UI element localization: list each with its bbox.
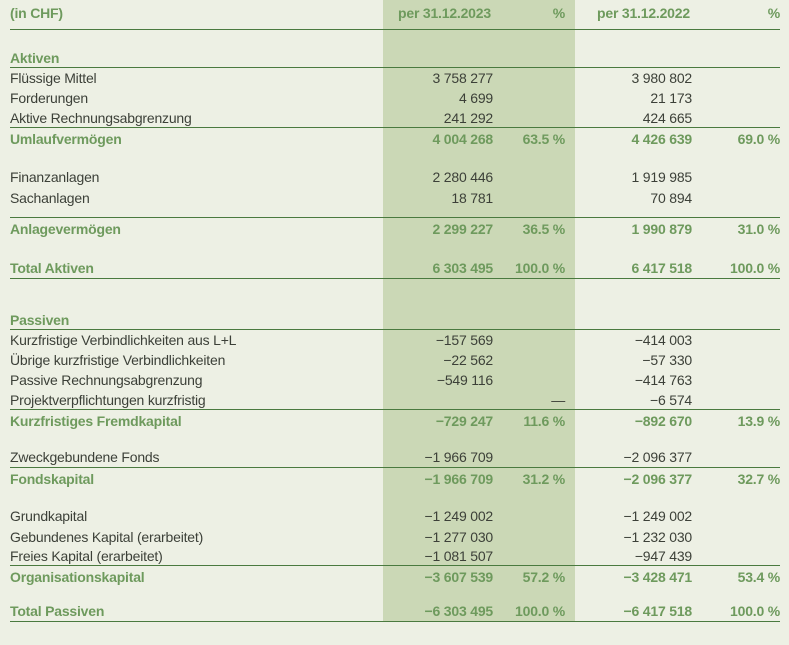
value-2022: 6 417 518 xyxy=(631,260,692,276)
table-row xyxy=(10,128,780,149)
percent-2022 xyxy=(692,370,780,390)
row-label: Kurzfristiges Fremdkapital xyxy=(10,412,182,429)
percent-2022: 32.7 % xyxy=(737,470,780,487)
value-2023: 3 758 277 xyxy=(432,70,493,86)
percent-2023 xyxy=(493,447,575,467)
value-2023: −3 607 539 xyxy=(424,568,493,585)
row-label: Anlagevermögen xyxy=(10,220,121,237)
value-2022: −892 670 xyxy=(634,412,692,429)
table-row xyxy=(10,330,780,350)
spacer-row xyxy=(10,239,780,258)
value-2023 xyxy=(383,390,493,409)
value-2023: −1 966 709 xyxy=(424,470,493,487)
value-2023: −22 562 xyxy=(443,352,493,368)
row-label: Organisationskapital xyxy=(10,568,145,585)
percent-2023 xyxy=(493,547,575,565)
value-2023: −729 247 xyxy=(435,412,493,429)
percent-2022 xyxy=(692,311,780,329)
spacer-row xyxy=(10,587,780,601)
table-row xyxy=(10,390,780,410)
row-label: Total Passiven xyxy=(10,603,105,619)
percent-2022 xyxy=(692,547,780,565)
table-row xyxy=(10,68,780,88)
spacer-row xyxy=(10,489,780,505)
value-2023: −1 249 002 xyxy=(424,507,493,524)
row-label: Aktiven xyxy=(10,50,60,66)
percent-2022 xyxy=(692,526,780,547)
value-2022: −414 003 xyxy=(634,332,692,348)
percent-2022: 100.0 % xyxy=(730,260,780,276)
table-row xyxy=(10,0,780,30)
percent-2023 xyxy=(493,108,575,127)
row-label: Umlaufvermögen xyxy=(10,130,122,147)
header-col-2022: per 31.12.2022 xyxy=(597,5,690,21)
value-2023: −157 569 xyxy=(435,332,493,348)
row-label: Passive Rechnungsabgrenzung xyxy=(10,372,203,388)
percent-2022: 13.9 % xyxy=(737,412,780,429)
row-label: Freies Kapital (erarbeitet) xyxy=(10,548,163,564)
value-2022: 424 665 xyxy=(642,109,692,126)
row-label: Zweckgebundene Fonds xyxy=(10,449,160,465)
row-label: Forderungen xyxy=(10,90,88,106)
spacer-row xyxy=(10,30,780,49)
percent-2022 xyxy=(692,88,780,108)
table-row xyxy=(10,505,780,526)
percent-2022: 31.0 % xyxy=(737,220,780,237)
table-row xyxy=(10,108,780,128)
value-2023: 241 292 xyxy=(443,109,493,126)
percent-2023 xyxy=(493,166,575,187)
percent-2022 xyxy=(692,49,780,67)
table-row xyxy=(10,410,780,431)
row-label: Sachanlagen xyxy=(10,189,90,206)
value-2022: 3 980 802 xyxy=(631,70,692,86)
row-label: Passiven xyxy=(10,312,70,328)
value-2022: −414 763 xyxy=(634,372,692,388)
row-label: Projektverpflichtungen kurzfristig xyxy=(10,391,206,408)
value-2022: −6 417 518 xyxy=(623,603,692,619)
percent-2022: 100.0 % xyxy=(730,603,780,619)
percent-2023 xyxy=(493,350,575,370)
percent-2023 xyxy=(493,187,575,208)
percent-2022 xyxy=(692,330,780,350)
percent-2023: 11.6 % xyxy=(523,412,565,429)
percent-2022 xyxy=(692,447,780,467)
value-2023: −1 277 030 xyxy=(424,528,493,545)
value-2023: 6 303 495 xyxy=(432,260,493,276)
table-row xyxy=(10,88,780,108)
header-pct-2023: % xyxy=(552,5,565,21)
spacer-row xyxy=(10,279,780,311)
value-2022: −6 574 xyxy=(649,391,692,408)
value-2023: 2 280 446 xyxy=(432,168,493,185)
percent-2023 xyxy=(493,526,575,547)
table-row xyxy=(10,566,780,587)
table-row xyxy=(10,49,780,68)
value-2022: −2 096 377 xyxy=(623,470,692,487)
table-row xyxy=(10,447,780,468)
row-label: Kurzfristige Verbindlichkeiten aus L+L xyxy=(10,332,237,348)
table-row xyxy=(10,218,780,239)
value-2022: −1 249 002 xyxy=(623,507,692,524)
value-2023: 4 004 268 xyxy=(432,130,493,147)
percent-2022 xyxy=(692,505,780,526)
table-row xyxy=(10,526,780,547)
percent-2023 xyxy=(493,505,575,526)
value-2022: −947 439 xyxy=(634,548,692,564)
header-pct-2022: % xyxy=(767,5,780,21)
spacer-row xyxy=(10,431,780,447)
percent-2023 xyxy=(493,88,575,108)
table-row xyxy=(10,166,780,187)
percent-2022 xyxy=(692,187,780,208)
percent-2022 xyxy=(692,108,780,127)
percent-2022 xyxy=(692,350,780,370)
percent-2022: 53.4 % xyxy=(737,568,780,585)
value-2023 xyxy=(383,49,493,67)
row-label: Flüssige Mittel xyxy=(10,70,97,86)
percent-2023: 57.2 % xyxy=(522,568,565,585)
table-row xyxy=(10,258,780,279)
row-label: Grundkapital xyxy=(10,507,87,524)
value-2022: 21 173 xyxy=(650,90,692,106)
value-2023 xyxy=(383,311,493,329)
row-label: Aktive Rechnungsabgrenzung xyxy=(10,109,192,126)
value-2022 xyxy=(575,311,692,329)
row-label: Gebundenes Kapital (erarbeitet) xyxy=(10,528,204,545)
value-2023: 18 781 xyxy=(451,189,493,206)
value-2022 xyxy=(575,49,692,67)
percent-2022 xyxy=(692,390,780,409)
value-2022: 70 894 xyxy=(650,189,692,206)
percent-2023: — xyxy=(551,391,565,408)
value-2023: −6 303 495 xyxy=(424,603,493,619)
percent-2023 xyxy=(493,311,575,329)
value-2022: −1 232 030 xyxy=(623,528,692,545)
percent-2023: 36.5 % xyxy=(522,220,565,237)
value-2022: 1 990 879 xyxy=(631,220,692,237)
percent-2023: 31.2 % xyxy=(522,470,565,487)
spacer-row xyxy=(10,149,780,166)
value-2023: 4 699 xyxy=(458,90,493,106)
table-row xyxy=(10,311,780,330)
value-2023: −1 966 709 xyxy=(424,449,493,465)
value-2022: −57 330 xyxy=(642,352,692,368)
table-row xyxy=(10,350,780,370)
value-2023: −549 116 xyxy=(436,372,493,388)
value-2022: 4 426 639 xyxy=(631,130,692,147)
value-2023: 2 299 227 xyxy=(432,220,493,237)
row-label: Übrige kurzfristige Verbindlichkeiten xyxy=(10,352,226,368)
table-row xyxy=(10,187,780,208)
percent-2023 xyxy=(493,49,575,67)
value-2022: −2 096 377 xyxy=(623,449,692,465)
row-label: Fondskapital xyxy=(10,470,94,487)
percent-2023 xyxy=(493,330,575,350)
percent-2023 xyxy=(493,68,575,88)
percent-2023 xyxy=(493,370,575,390)
table-row xyxy=(10,601,780,622)
percent-2023: 100.0 % xyxy=(515,260,565,276)
value-2023: −1 081 507 xyxy=(424,548,493,564)
value-2022: 1 919 985 xyxy=(631,168,692,185)
percent-2023: 100.0 % xyxy=(515,603,565,619)
table-row xyxy=(10,370,780,390)
header-col-2023: per 31.12.2023 xyxy=(398,5,491,21)
percent-2022 xyxy=(692,166,780,187)
table-row xyxy=(10,547,780,566)
spacer-row xyxy=(10,208,780,218)
header-currency-label: (in CHF) xyxy=(10,5,63,21)
percent-2023: 63.5 % xyxy=(522,130,565,147)
percent-2022 xyxy=(692,68,780,88)
percent-2022: 69.0 % xyxy=(737,130,780,147)
table-row xyxy=(10,468,780,489)
row-label: Finanzanlagen xyxy=(10,168,100,185)
row-label: Total Aktiven xyxy=(10,260,94,276)
value-2022: −3 428 471 xyxy=(623,568,692,585)
